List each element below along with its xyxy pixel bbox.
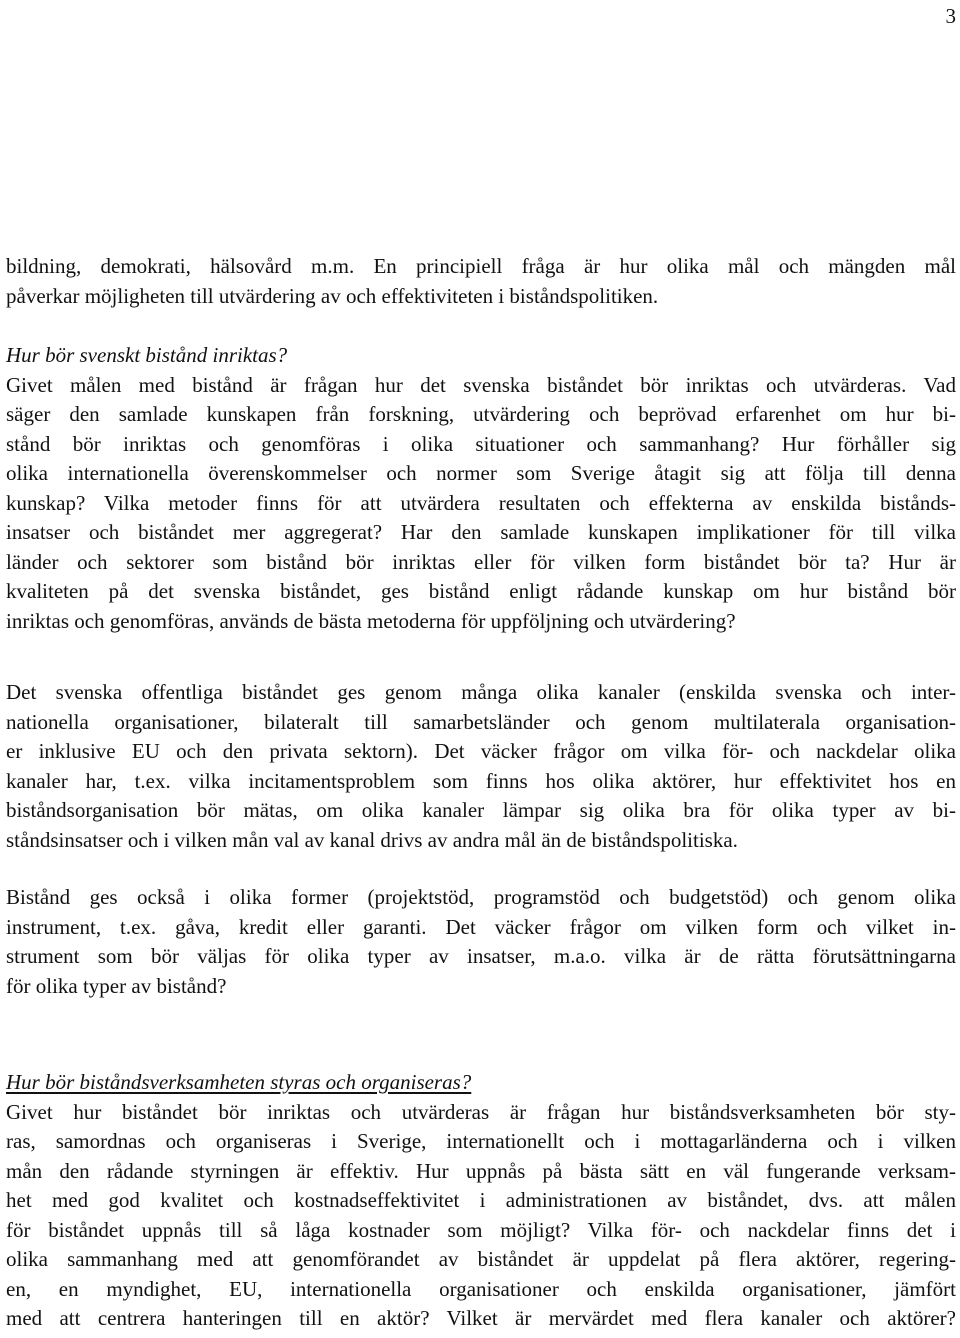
text-line: Bistånd ges också i olika former (projektstöd, programstöd och budgetstöd) och genom olika [6, 885, 956, 909]
section-heading: Hur bör biståndsverksamheten styras och organiseras? [6, 1070, 472, 1094]
page-number: 3 [945, 4, 956, 28]
text-line: Givet hur biståndet bör inriktas och utvärderas är frågan hur biståndsverksamheten bör sty- [6, 1099, 956, 1124]
text-line: påverkar möjligheten till utvärdering av och effektiviteten i biståndspolitiken. [6, 283, 659, 308]
text-line: kanaler har, t.ex. vilka incitamentsproblem som finns hos olika aktörer, hur effektivitet hos en [6, 768, 956, 793]
text-line: mån den rådande styrningen är effektiv. Hur uppnås på bästa sätt en väl fungerande verksam- [6, 1158, 956, 1183]
text-line: för olika typer av bistånd? [6, 973, 227, 998]
text-line: inriktas och genomföras, används de bästa metoderna för uppföljning och utvärdering? [6, 608, 736, 633]
text-line: ras, samordnas och organiseras i Sverige, internationellt och i mottagarländerna och i vilken [6, 1129, 956, 1153]
text-line: ståndsinsatser och i vilken mån val av kanal drivs av andra mål än de biståndspolitiska. [6, 827, 738, 852]
section-inriktning [6, 341, 956, 636]
text-line: för biståndet uppnås till så låga kostnader som möjligt? Vilka för- och nackdelar finns det i [6, 1217, 956, 1242]
text-line: Givet målen med bistånd är frågan hur det svenska biståndet bör inriktas och utvärderas. Vad [6, 372, 956, 397]
text-line: bildning, demokrati, hälsovård m.m. En principiell fråga är hur olika mål och mängden mål [6, 254, 956, 278]
paragraph-former [6, 883, 956, 1001]
text-line: strument som bör väljas för olika typer av insatser, m.a.o. vilka är de rätta förutsättningarna [6, 944, 956, 968]
text-line: het med god kvalitet och kostnadseffektivitet i administrationen av biståndet, dvs. att målen [6, 1188, 956, 1212]
text-line: Det svenska offentliga biståndet ges genom många olika kanaler (enskilda svenska och inter- [6, 680, 956, 704]
text-line: olika sammanhang med att genomförandet av biståndet är uppdelat på flera aktörer, regering- [6, 1247, 956, 1271]
text-line: med att centrera hanteringen till en aktör? Vilket är mervärdet med flera kanaler och aktörer? [6, 1306, 956, 1330]
text-line: biståndsorganisation bör mätas, om olika kanaler lämpar sig olika bra för olika typer av bi- [6, 798, 956, 822]
intro-paragraph [6, 252, 956, 311]
section-styrning [6, 1068, 956, 1334]
text-line: en, en myndighet, EU, internationella organisationer och enskilda organisationer, jämfört [6, 1276, 956, 1301]
text-line: nationella organisationer, bilateralt till samarbetsländer och genom multilaterala organisation- [6, 709, 956, 734]
text-line: länder och sektorer som bistånd bör inriktas eller för vilken form biståndet bör ta? Hur är [6, 549, 956, 574]
text-line: kunskap? Vilka metoder finns för att utvärdera resultaten och effekterna av enskilda bistånds- [6, 490, 956, 515]
text-line: er inklusive EU och den privata sektorn). Det väcker frågor om vilka för- och nackdelar olika [6, 739, 956, 763]
text-line: stånd bör inriktas och genomföras i olika situationer och sammanhang? Hur förhåller sig [6, 431, 956, 456]
text-line: insatser och biståndet mer aggregerat? Har den samlade kunskapen implikationer för till vilka [6, 520, 956, 544]
text-line: instrument, t.ex. gåva, kredit eller garanti. Det väcker frågor om vilken form och vilket in- [6, 914, 956, 939]
text-line: olika internationella överenskommelser och normer som Sverige åtagit sig att följa till denna [6, 461, 956, 485]
section-heading: Hur bör svenskt bistånd inriktas? [6, 343, 288, 367]
text-line: kvaliteten på det svenska biståndet, ges bistånd enligt rådande kunskap om hur bistånd bör [6, 579, 956, 603]
text-line: säger den samlade kunskapen från forskning, utvärdering och beprövad erfarenhet om hur bi- [6, 402, 956, 426]
paragraph-kanaler [6, 678, 956, 855]
